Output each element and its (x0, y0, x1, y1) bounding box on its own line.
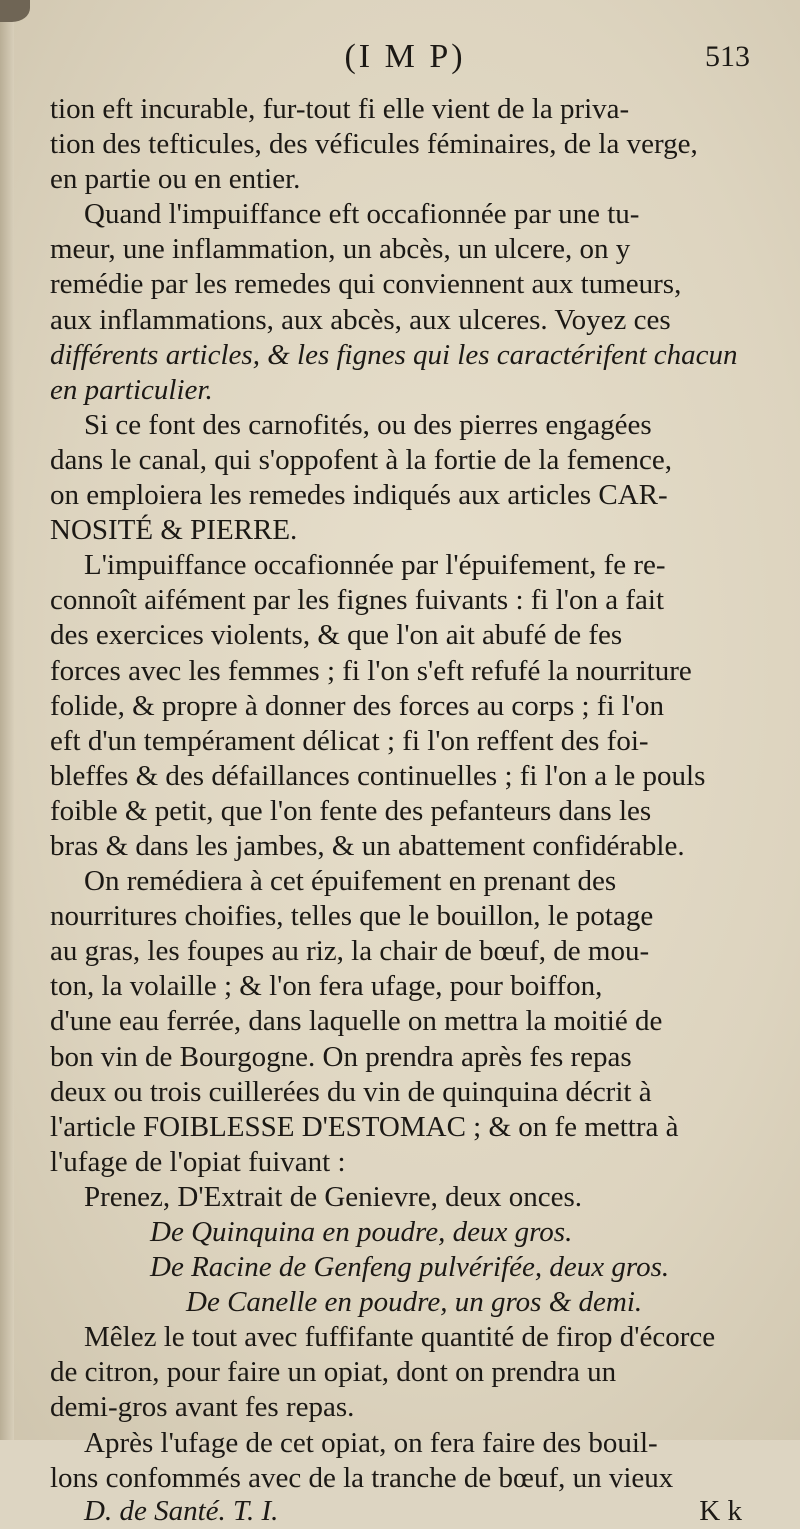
text-line: l'article FOIBLESSE D'ESTOMAC ; & on fe mettra à (50, 1110, 679, 1143)
page-number: 513 (705, 40, 750, 73)
signature-mark: K k (699, 1494, 742, 1527)
text-line: lons confommés avec de la tranche de bœuf, un vieux (50, 1461, 674, 1494)
text-line: bleffes & des défaillances continuelles ; fi l'on a le pouls (50, 759, 706, 792)
footer-line (50, 1494, 762, 1529)
text-line: folide, & propre à donner des forces au corps ; fi l'on (50, 689, 665, 722)
text-line: NOSITÉ & PIERRE. (50, 514, 298, 547)
text-line: en partie ou en entier. (50, 163, 301, 196)
text-line: De Racine de Genfeng pulvérifée, deux gros. (150, 1251, 670, 1284)
text-line: De Quinquina en poudre, deux gros. (150, 1216, 573, 1248)
text-line: forces avec les femmes ; fi l'on s'eft refufé la nourriture (50, 654, 692, 687)
text-line: on emploiera les remedes indiqués aux articles CAR- (50, 479, 668, 512)
text-line: l'ufage de l'opiat fuivant : (50, 1145, 346, 1178)
text-line: Si ce font des carnofités, ou des pierres engagées (84, 408, 652, 441)
text-line: Prenez, D'Extrait de Genievre, deux onces. (84, 1180, 583, 1213)
page-header (60, 38, 750, 78)
text-line: remédie par les remedes qui conviennent aux tumeurs, (50, 268, 682, 301)
text-line: eft d'un tempérament délicat ; fi l'on reffent des foi- (50, 724, 649, 757)
text-line: de citron, pour faire un opiat, dont on prendra un (50, 1356, 617, 1389)
text-line: des exercices violents, & que l'on ait abufé de fes (50, 619, 623, 652)
body-text (50, 92, 762, 1529)
text-line: différents articles, & les fignes qui les caractérifent chacun (50, 338, 738, 371)
text-line: aux inflammations, aux abcès, aux ulceres. Voyez ces (50, 303, 671, 336)
running-head: (I M P) (344, 38, 466, 75)
text-line: foible & petit, que l'on fente des pefanteurs dans les (50, 794, 652, 827)
text-line: De Canelle en poudre, un gros & demi. (186, 1286, 643, 1319)
text-line: bon vin de Bourgogne. On prendra après fes repas (50, 1040, 632, 1073)
page-gutter (0, 0, 14, 1440)
text-line: tion des tefticules, des véficules féminaires, de la verge, (50, 128, 698, 161)
text-line: L'impuiffance occafionnée par l'épuifement, fe re- (84, 549, 666, 582)
text-line: Quand l'impuiffance eft occafionnée par une tu- (84, 198, 640, 231)
text-line: au gras, les foupes au riz, la chair de bœuf, de mou- (50, 935, 650, 968)
text-line: meur, une inflammation, un abcès, un ulcere, on y (50, 233, 631, 266)
footer-title: D. de Santé. T. I. (84, 1494, 279, 1527)
text-line: demi-gros avant fes repas. (50, 1391, 355, 1424)
text-line: connoît aifément par les fignes fuivants : fi l'on a fait (50, 584, 665, 617)
text-line: On remédiera à cet épuifement en prenant des (84, 865, 617, 898)
text-line: ton, la volaille ; & l'on fera ufage, pour boiffon, (50, 970, 603, 1003)
text-line: Mêlez le tout avec fuffifante quantité de firop d'écorce (84, 1321, 716, 1354)
text-line: dans le canal, qui s'oppofent à la fortie de la femence, (50, 443, 673, 476)
text-line: deux ou trois cuillerées du vin de quinquina décrit à (50, 1075, 652, 1108)
text-line: nourritures choifies, telles que le bouillon, le potage (50, 900, 654, 933)
text-line: bras & dans les jambes, & un abattement confidérable. (50, 829, 685, 862)
text-line: d'une eau ferrée, dans laquelle on mettra la moitié de (50, 1005, 663, 1038)
text-line: Après l'ufage de cet opiat, on fera faire des bouil- (84, 1426, 658, 1459)
text-line: tion eft incurable, fur-tout fi elle vient de la priva- (50, 93, 630, 125)
text-line: en particulier. (50, 373, 213, 406)
